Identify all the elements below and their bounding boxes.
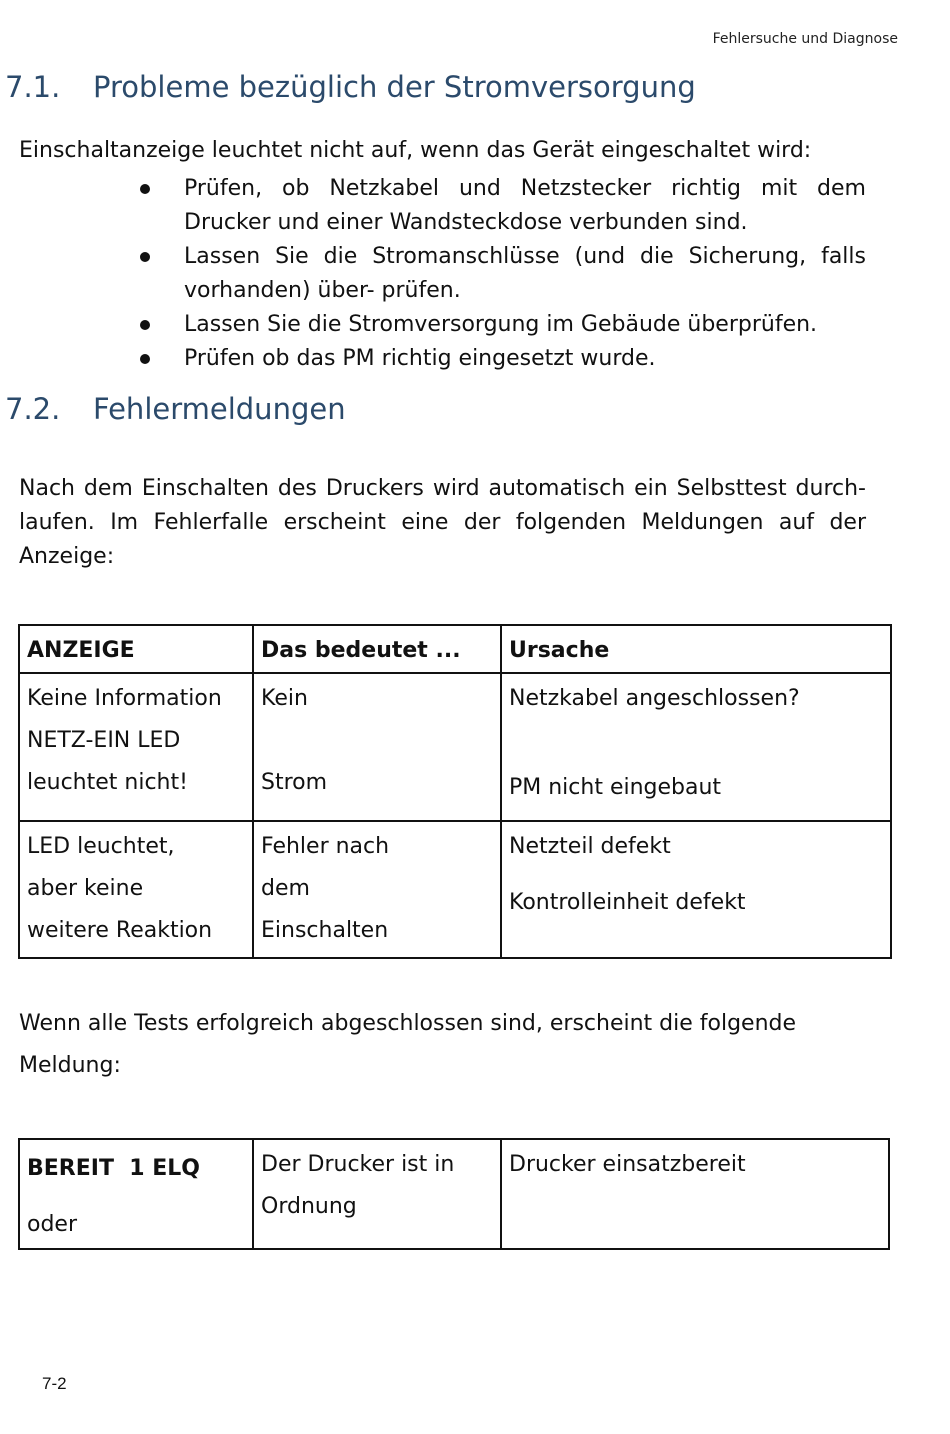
- cell-line: Kein: [261, 686, 308, 711]
- bullet-icon: [140, 354, 150, 364]
- cell-line: aber keine: [27, 876, 144, 901]
- cell-line: Keine Information: [27, 686, 222, 711]
- list-item-text: Prüfen ob das PM richtig eingesetzt wurde.: [184, 346, 656, 371]
- table-row: [19, 1139, 889, 1249]
- table-cell-ursache: [501, 673, 891, 821]
- table-row: [19, 673, 891, 821]
- table-cell-ursache: [501, 1139, 889, 1249]
- cell-line: Netzteil defekt: [509, 834, 671, 859]
- cell-line: Drucker einsatzbereit: [509, 1152, 746, 1177]
- page-number: 7-2: [42, 1374, 67, 1393]
- table-cell-anzeige: [19, 1139, 253, 1249]
- cell-line: Einschalten: [261, 918, 389, 943]
- table-cell-bedeutet: [253, 673, 501, 821]
- list-item: [140, 342, 866, 376]
- table-cell-anzeige: [19, 673, 253, 821]
- section-number: 7.1.: [5, 70, 61, 104]
- cell-line: PM nicht eingebaut: [509, 775, 722, 800]
- section-title-power: [5, 70, 696, 104]
- table-cell-bedeutet: [253, 821, 501, 958]
- bullet-icon: [140, 184, 150, 194]
- table-header-row: [19, 625, 891, 673]
- running-header: Fehlersuche und Diagnose: [712, 31, 898, 47]
- section-title-errors: [5, 392, 346, 426]
- table-cell-bedeutet: [253, 1139, 501, 1249]
- list-item: [140, 240, 866, 308]
- list-item: [140, 308, 866, 342]
- cell-line: BEREIT 1 ELQ: [27, 1156, 200, 1181]
- cell-line: LED leuchtet,: [27, 834, 175, 859]
- cell-line: Fehler nach: [261, 834, 390, 859]
- table-row: [19, 821, 891, 958]
- list-item-text: Lassen Sie die Stromanschlüsse (und die Sicherung, falls vorhanden) über- prüfen.: [184, 244, 866, 303]
- ready-message-table: [18, 1138, 890, 1250]
- section-title-text: Fehlermeldungen: [93, 392, 346, 426]
- bullet-icon: [140, 320, 150, 330]
- cell-line: NETZ-EIN LED: [27, 728, 181, 753]
- list-item: [140, 172, 866, 240]
- cell-line: leuchtet nicht!: [27, 770, 188, 795]
- section-number: 7.2.: [5, 392, 61, 426]
- column-header-ursache: Ursache: [501, 625, 891, 673]
- cell-line: oder: [27, 1212, 78, 1237]
- ready-paragraph: Wenn alle Tests erfolgreich abgeschlossen sind, erscheint die folgende Meldung:: [19, 1011, 797, 1078]
- table-cell-anzeige: [19, 821, 253, 958]
- column-header-anzeige: ANZEIGE: [19, 625, 253, 673]
- list-item-text: Lassen Sie die Stromversorgung im Gebäude überprüfen.: [184, 312, 818, 337]
- errors-paragraph: Nach dem Einschalten des Druckers wird automatisch ein Selbsttest durch-laufen. Im Fehlerfalle erscheint eine der folgenden Meldungen auf der Anzeige:: [19, 476, 866, 569]
- list-item-text: Prüfen, ob Netzkabel und Netzstecker richtig mit dem Drucker und einer Wandsteckdose verbunden sind.: [184, 176, 866, 235]
- power-checklist: [140, 172, 866, 376]
- cell-line: Netzkabel angeschlossen?: [509, 686, 800, 711]
- column-header-bedeutet: Das bedeutet ...: [253, 625, 501, 673]
- section-title-text: Probleme bezüglich der Stromversorgung: [93, 70, 696, 104]
- cell-line: Der Drucker ist in: [261, 1152, 455, 1177]
- power-intro: Einschaltanzeige leuchtet nicht auf, wenn das Gerät eingeschaltet wird:: [19, 138, 812, 163]
- bullet-icon: [140, 252, 150, 262]
- cell-line: Strom: [261, 770, 328, 795]
- cell-line: Kontrolleinheit defekt: [509, 890, 746, 915]
- cell-line: weitere Reaktion: [27, 918, 213, 943]
- table-cell-ursache: [501, 821, 891, 958]
- error-messages-table: [18, 624, 892, 959]
- cell-line: Ordnung: [261, 1194, 357, 1219]
- cell-line: dem: [261, 876, 310, 901]
